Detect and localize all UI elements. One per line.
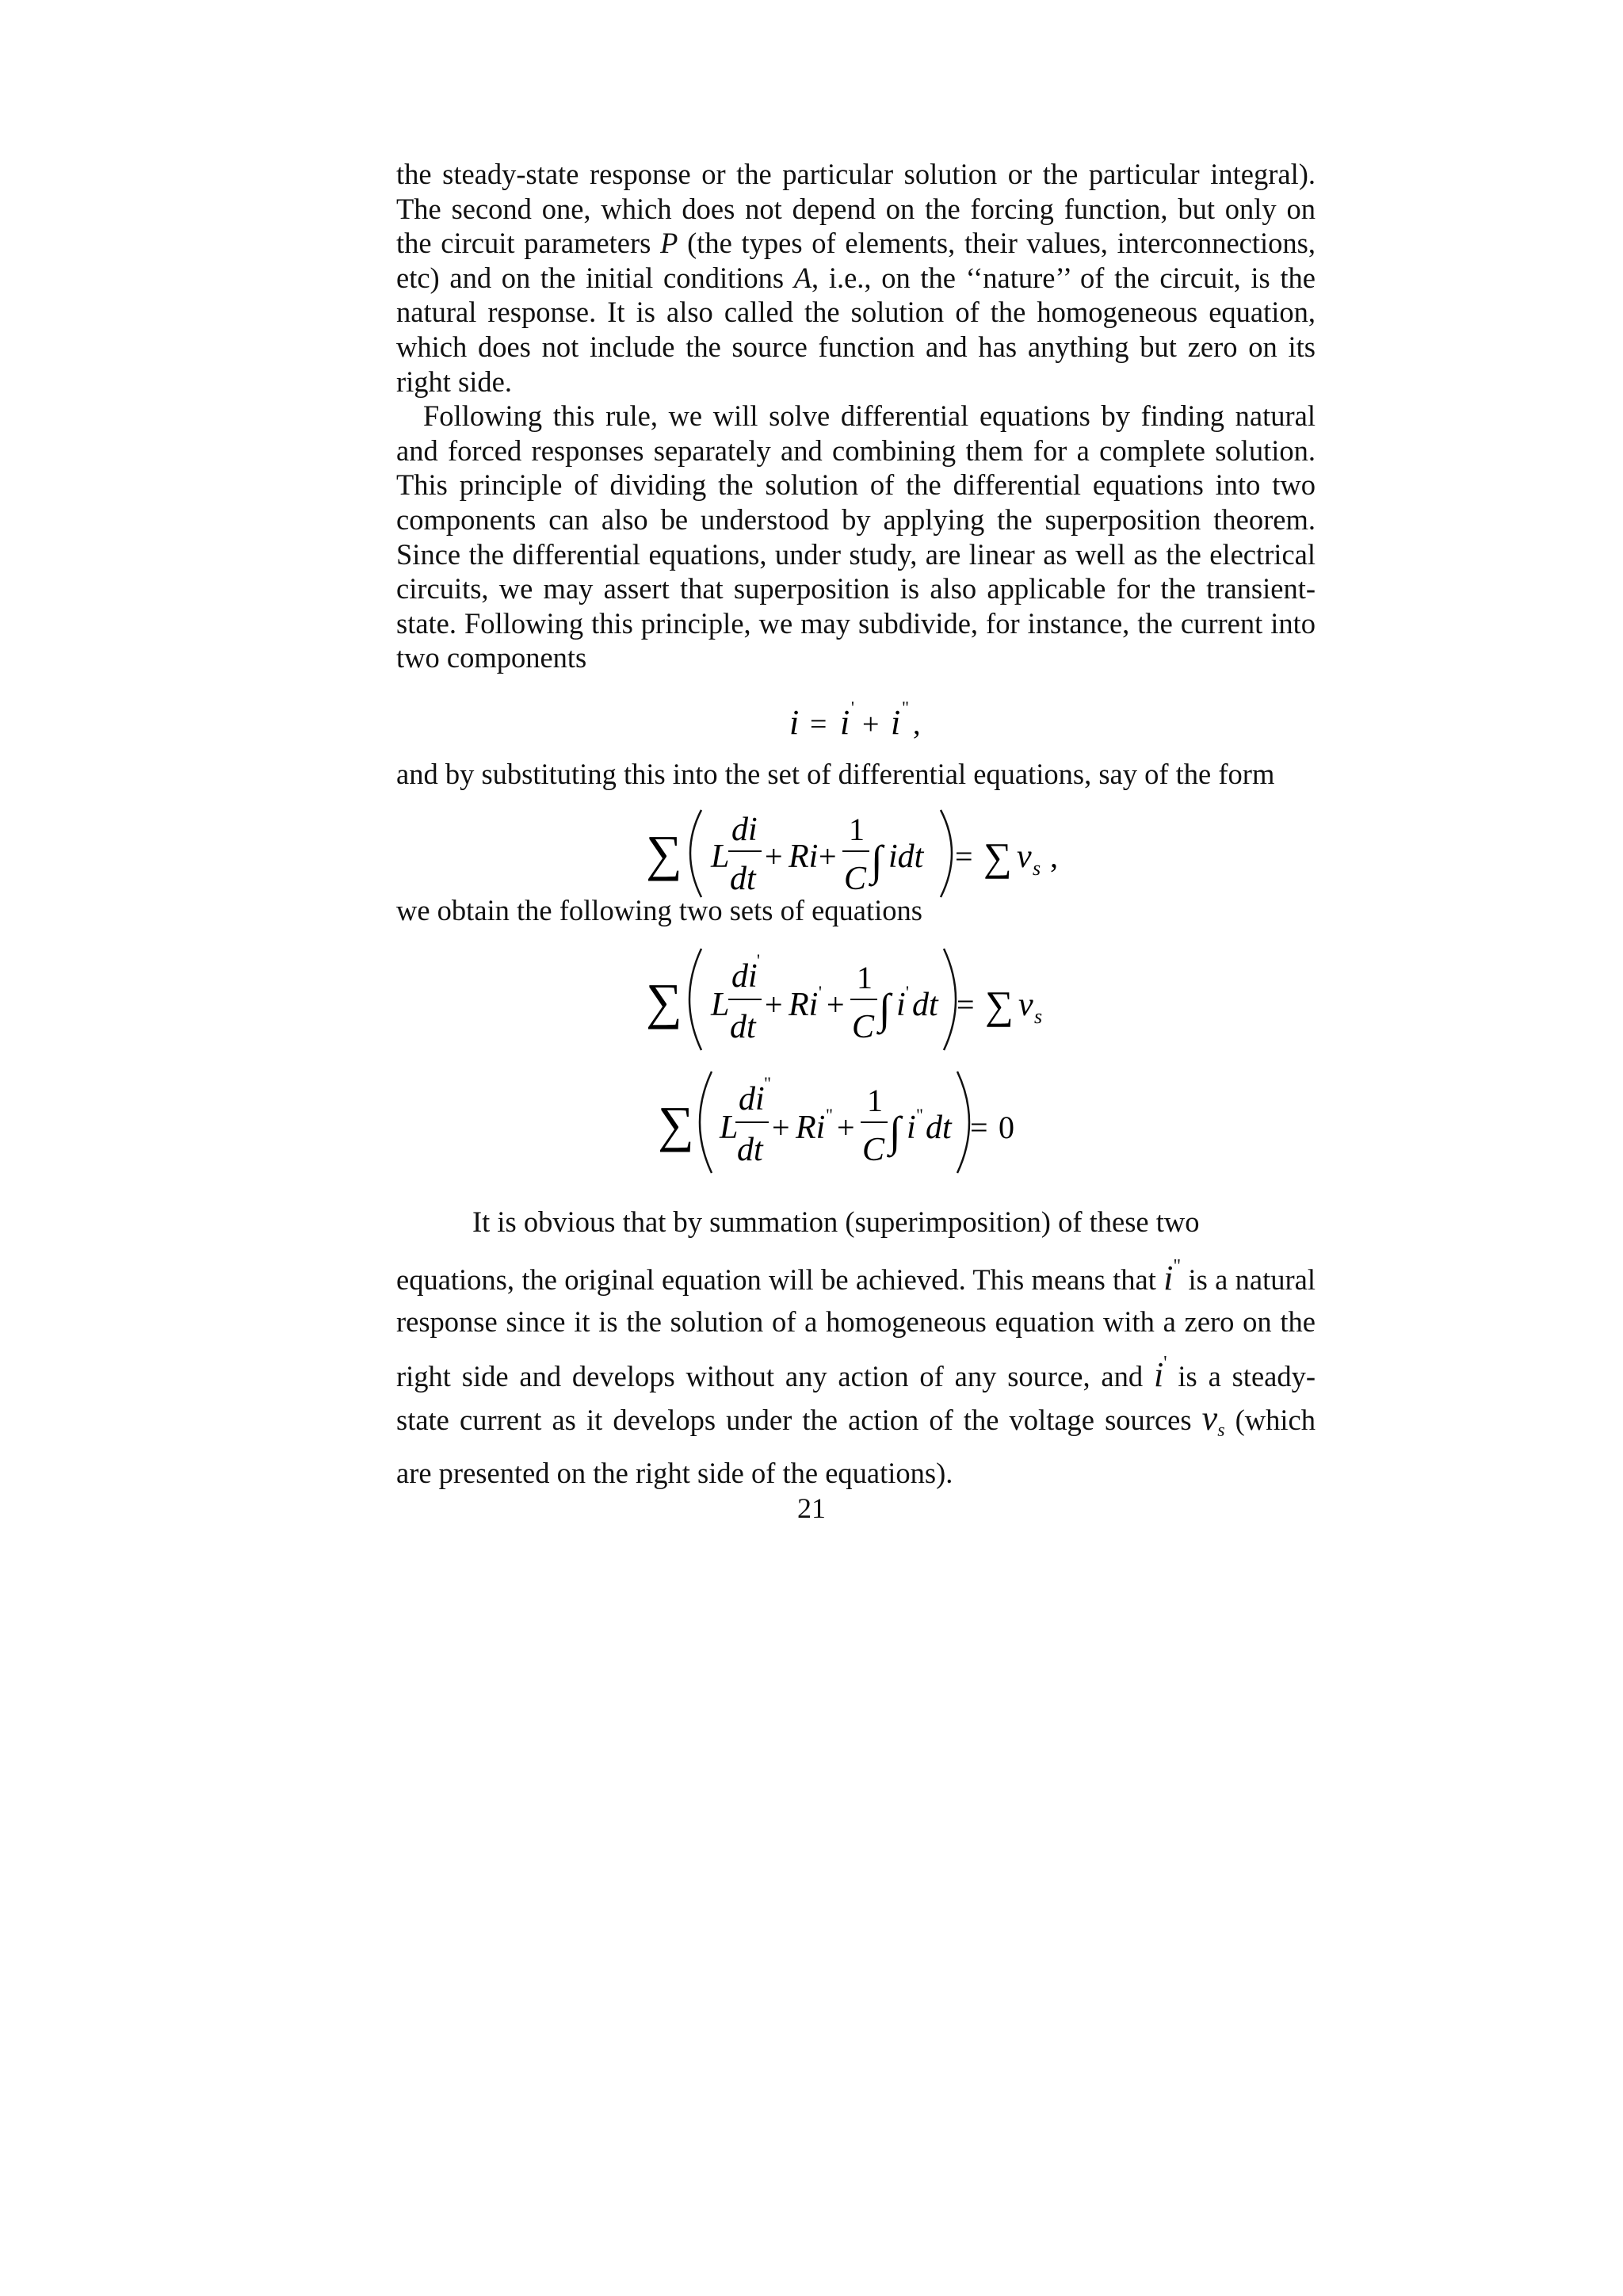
svg-text:i: i [896,987,906,1023]
svg-text:+: + [772,1110,790,1145]
svg-text:,: , [1050,839,1058,874]
svg-text:∫: ∫ [871,837,883,884]
svg-text:idt: idt [888,839,924,875]
paragraph-5-line-1: It is obvious that by summation (superimposition) of these two [472,1205,1200,1238]
paragraph-5-d: (which are presented on the right side of the equations). [396,1404,1316,1489]
svg-text:=: = [970,1110,988,1145]
svg-text:∫: ∫ [879,985,891,1033]
svg-text:L: L [711,987,730,1023]
svg-text:1: 1 [849,812,865,847]
svg-text:=: = [957,987,975,1022]
svg-text:1: 1 [867,1083,883,1118]
svg-text:': ' [851,697,854,717]
svg-text:∑: ∑ [658,1096,694,1152]
paragraph-2: Following this rule, we will solve differential equations by finding natural and forced responses separately and combining them for a complete solution. This principle of dividing the solution of the differential equations into two components can also be understood by applying the superposition theorem. Since the differential equations, under study, are linear as well as the electrical circuits, we may assert that superposition is also applicable for the transient-state. Following this principle, we may subdivide, for instance, the current into two components [396,399,1316,674]
inline-i-double-prime: i" [1163,1256,1182,1297]
svg-text:∑: ∑ [646,973,682,1030]
body-text-lower [396,893,1316,928]
svg-text:di: di [731,958,758,995]
svg-text:v: v [1017,839,1032,875]
svg-text:': ' [906,982,909,1002]
svg-text:0: 0 [999,1110,1014,1145]
equation-natural-response [658,1062,1038,1181]
svg-text:+: + [765,987,783,1022]
svg-text:=: = [955,839,973,874]
svg-text:i: i [789,703,800,742]
svg-text:s: s [1034,1005,1043,1028]
svg-text:": " [764,1073,771,1093]
svg-text:C: C [852,1009,875,1045]
svg-text:Ri: Ri [789,987,819,1023]
svg-text:s: s [1033,857,1041,880]
paragraph-5-c: is a steady-state current as it develops under the action of the voltage sources [396,1360,1316,1436]
svg-text:": " [826,1105,833,1125]
svg-text:': ' [819,982,822,1002]
paragraph-3: and by substituting this into the set of differential equations, say of the form [396,758,1275,790]
svg-text:dt: dt [912,987,938,1023]
page-number: 21 [797,1492,826,1524]
body-text-middle [396,757,1316,792]
equation-general-form [646,800,1074,904]
svg-text:,: , [913,708,921,741]
body-text-top [396,157,1316,675]
svg-text:∫: ∫ [889,1108,901,1156]
paragraph-5-b: is a natural response since it is the solution of a homogeneous equation with a zero on the right side and develops without any action of any source, and [396,1263,1316,1392]
svg-text:dt: dt [730,861,756,897]
svg-text:∑: ∑ [646,825,682,881]
svg-text:dt: dt [737,1132,763,1168]
svg-text:i: i [891,703,901,742]
svg-text:dt: dt [730,1009,756,1045]
svg-text:C: C [862,1132,885,1168]
svg-text:=: = [810,708,827,741]
paragraph-5 [396,1246,1316,1494]
svg-text:C: C [844,861,867,897]
svg-text:di: di [739,1081,765,1117]
svg-text:∑: ∑ [983,835,1012,879]
svg-text:i: i [907,1110,916,1146]
svg-text:i: i [840,703,850,742]
paragraph-5-a: equations, the original equation will be achieved. This means that [396,1263,1156,1296]
svg-text:∑: ∑ [985,983,1014,1027]
svg-text:+: + [765,839,783,874]
svg-text:+: + [827,987,845,1022]
svg-text:+: + [837,1110,855,1145]
svg-text:di: di [731,812,758,848]
svg-text:dt: dt [926,1110,952,1146]
svg-text:": " [916,1105,923,1125]
paragraph-4: we obtain the following two sets of equations [396,894,922,926]
svg-text:Ri: Ri [789,839,819,875]
svg-text:+: + [819,839,837,874]
inline-v-s: $v_s$ [1201,1399,1225,1441]
svg-text:Ri: Ri [796,1110,826,1146]
equation-forced-response [646,939,1058,1058]
svg-text:": " [902,697,909,717]
svg-text:L: L [711,839,730,875]
svg-text:': ' [757,950,760,970]
equation-current-split [785,697,959,745]
body-text-bottom [396,1205,1316,1494]
inline-i-prime: i' [1153,1353,1167,1394]
svg-text:v: v [1018,987,1033,1023]
paragraph-1: the steady-state response or the particular solution or the particular integral). The second one, which does not depend on the forcing function, but only on the circuit parameters P (the types of elements, their values, interconnections, etc) and on the initial conditions A, i.e., on the ‘‘nature’’ of the circuit, is the natural response. It is also called the solution of the homogeneous equation, which does not include the source function and has anything but zero on its right side. [396,158,1316,398]
svg-text:+: + [862,708,880,741]
svg-text:L: L [720,1110,739,1146]
svg-text:1: 1 [857,960,873,995]
